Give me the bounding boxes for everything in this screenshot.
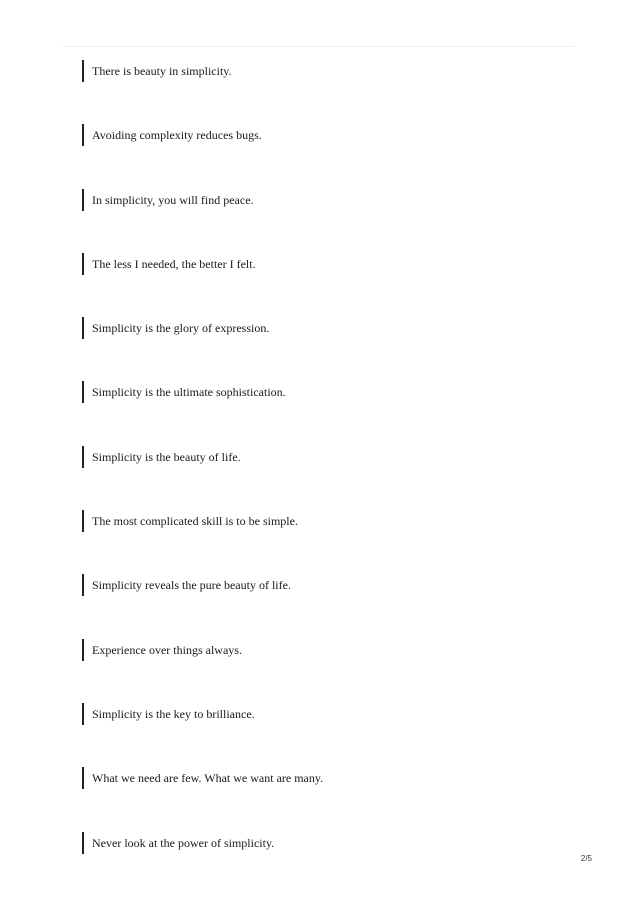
quote-text: There is beauty in simplicity.	[92, 64, 232, 78]
quote-text: The most complicated skill is to be simple.	[92, 514, 298, 528]
quote-item	[82, 767, 323, 789]
quote-text: What we need are few. What we want are many.	[92, 771, 324, 785]
quote-text: Avoiding complexity reduces bugs.	[92, 128, 262, 142]
quote-bar	[82, 767, 84, 789]
quote-bar	[82, 639, 84, 661]
quote-item	[82, 832, 274, 854]
quote-text: In simplicity, you will find peace.	[92, 193, 254, 207]
quote-bar	[82, 381, 84, 403]
quote-bar	[82, 446, 84, 468]
quote-bar	[82, 574, 84, 596]
quote-text: Simplicity is the ultimate sophistication.	[92, 385, 286, 399]
quote-bar	[82, 510, 84, 532]
quote-text: Never look at the power of simplicity.	[92, 836, 275, 850]
quote-text: Simplicity is the beauty of life.	[92, 450, 241, 464]
quote-bar	[82, 253, 84, 275]
quote-bar	[82, 124, 84, 146]
quote-bar	[82, 832, 84, 854]
quote-item	[82, 189, 254, 211]
quote-item	[82, 253, 256, 275]
quote-item	[82, 703, 255, 725]
quote-item	[82, 639, 242, 661]
quote-item	[82, 60, 232, 82]
quote-bar	[82, 189, 84, 211]
quote-item	[82, 510, 298, 532]
quote-text: The less I needed, the better I felt.	[92, 257, 256, 271]
quote-bar	[82, 703, 84, 725]
quote-text: Experience over things always.	[92, 643, 242, 657]
quote-item	[82, 124, 262, 146]
quote-text: Simplicity is the key to brilliance.	[92, 707, 255, 721]
quote-item	[82, 574, 291, 596]
quote-item	[82, 317, 269, 339]
quote-text: Simplicity is the glory of expression.	[92, 321, 270, 335]
quote-item	[82, 446, 241, 468]
quote-bar	[82, 60, 84, 82]
quote-item	[82, 381, 286, 403]
page-number: 2/5	[580, 854, 592, 863]
quote-text: Simplicity reveals the pure beauty of life.	[92, 578, 291, 592]
quote-bar	[82, 317, 84, 339]
